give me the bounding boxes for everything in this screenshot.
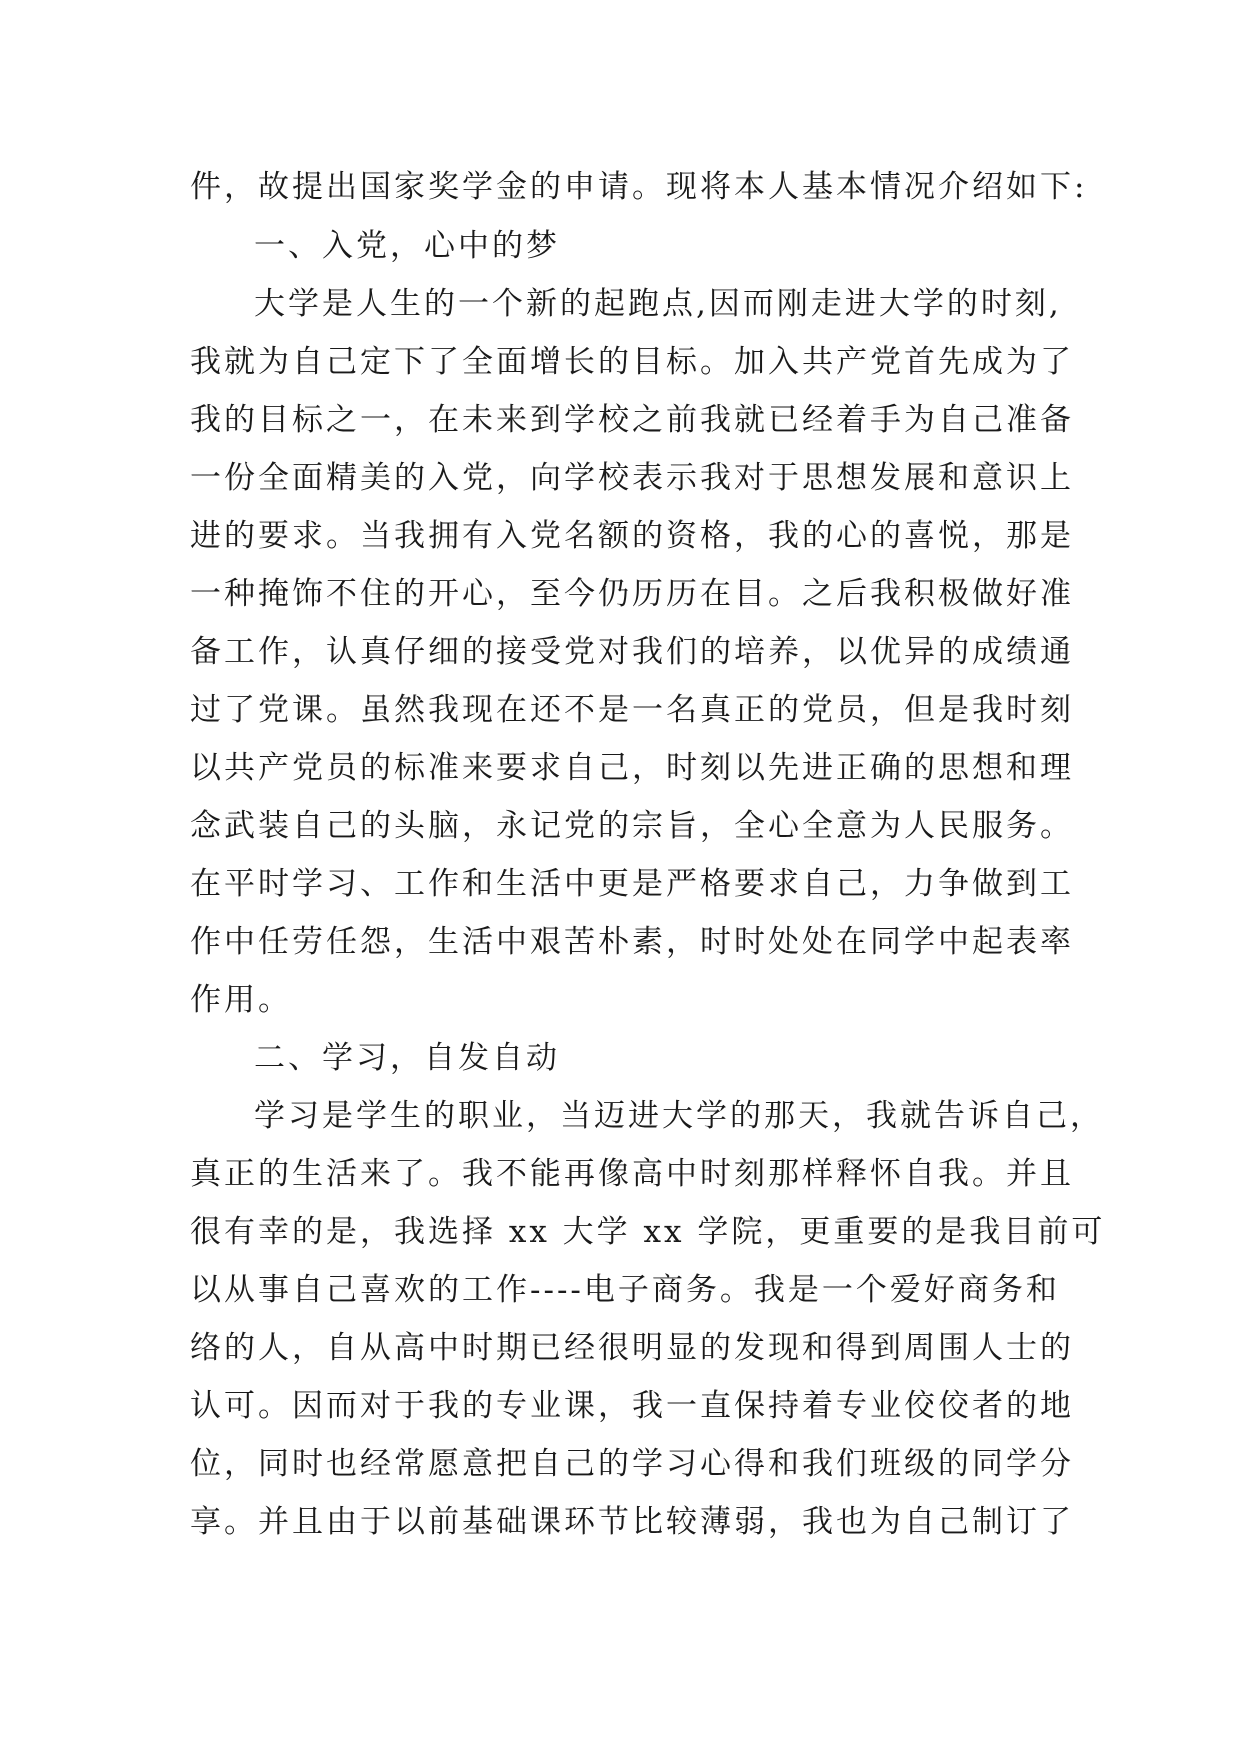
text-line: 以从事自己喜欢的工作----电子商务。我是一个爱好商务和: [190, 1272, 1060, 1308]
text-line: 作用。: [190, 982, 292, 1018]
text-line: 我就为自己定下了全面增长的目标。加入共产党首先成为了: [190, 344, 1074, 380]
text-line: 真正的生活来了。我不能再像高中时刻那样释怀自我。并且: [190, 1156, 1074, 1192]
text-line: 大学是人生的一个新的起跑点,因而刚走进大学的时刻,: [254, 286, 1062, 322]
section-heading: 二、学习，自发自动: [254, 1040, 560, 1076]
text-line: 进的要求。当我拥有入党名额的资格，我的心的喜悦，那是: [190, 518, 1074, 554]
section-heading: 一、入党，心中的梦: [254, 228, 560, 264]
text-line: 一种掩饰不住的开心，至今仍历历在目。之后我积极做好准: [190, 576, 1074, 612]
text-line: 学习是学生的职业，当迈进大学的那天，我就告诉自己，: [254, 1098, 1104, 1134]
text-line: 一份全面精美的入党，向学校表示我对于思想发展和意识上: [190, 460, 1074, 496]
text-line: 享。并且由于以前基础课环节比较薄弱，我也为自己制订了: [190, 1504, 1074, 1540]
text-line: 位，同时也经常愿意把自己的学习心得和我们班级的同学分: [190, 1446, 1074, 1482]
text-line: 件，故提出国家奖学金的申请。现将本人基本情况介绍如下:: [190, 169, 1088, 205]
text-line: 备工作，认真仔细的接受党对我们的培养，以优异的成绩通: [190, 634, 1074, 670]
text-line: 以共产党员的标准来要求自己，时刻以先进正确的思想和理: [190, 750, 1074, 786]
text-line: 作中任劳任怨，生活中艰苦朴素，时时处处在同学中起表率: [190, 924, 1074, 960]
text-line: 在平时学习、工作和生活中更是严格要求自己，力争做到工: [190, 866, 1074, 902]
text-line: 我的目标之一，在未来到学校之前我就已经着手为自己准备: [190, 402, 1074, 438]
text-line: 认可。因而对于我的专业课，我一直保持着专业佼佼者的地: [190, 1388, 1074, 1424]
text-line: 很有幸的是，我选择 xx 大学 xx 学院，更重要的是我目前可: [190, 1214, 1106, 1250]
text-line: 念武装自己的头脑，永记党的宗旨，全心全意为人民服务。: [190, 808, 1074, 844]
text-line: 络的人，自从高中时期已经很明显的发现和得到周围人士的: [190, 1330, 1074, 1366]
text-line: 过了党课。虽然我现在还不是一名真正的党员，但是我时刻: [190, 692, 1074, 728]
